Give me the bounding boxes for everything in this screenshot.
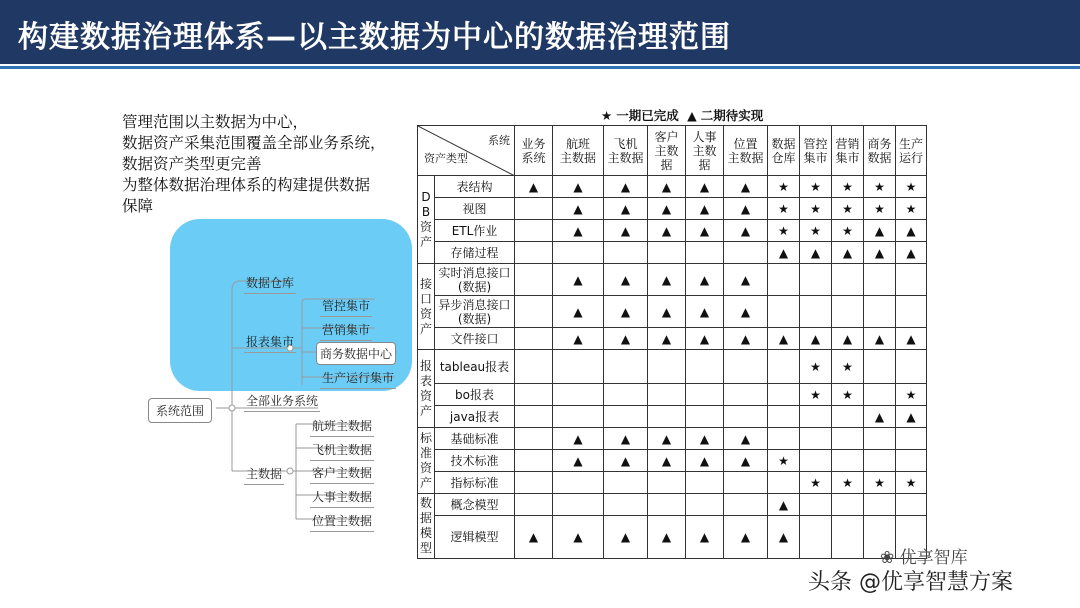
empty-cell [515,264,553,296]
star-icon: ★ [864,176,896,198]
asset-name: 文件接口 [435,328,515,350]
empty-cell [864,494,896,516]
empty-cell [768,384,800,406]
column-header [832,126,864,176]
column-header-line: 主数据 [607,150,644,165]
triangle-icon: ▲ [896,328,927,350]
empty-cell [896,296,927,328]
empty-cell [604,472,648,494]
empty-cell [648,472,686,494]
empty-cell [800,428,832,450]
page-title: 构建数据治理体系—以主数据为中心的数据治理范围 [18,20,731,55]
legend-phase1: 一期已完成 [616,108,679,123]
column-header-line: 生产 [898,136,923,151]
column-header-line: 位置 [733,136,758,151]
triangle-icon: ▲ [768,516,800,559]
table-row [418,472,927,494]
asset-name: ETL作业 [435,220,515,242]
star-icon: ★ [768,220,800,242]
empty-cell [648,242,686,264]
empty-cell [648,494,686,516]
empty-cell [515,450,553,472]
asset-name: java报表 [435,406,515,428]
empty-cell [515,242,553,264]
triangle-icon: ▲ [604,176,648,198]
table-row [418,198,927,220]
table-row [418,220,927,242]
table-row [418,406,927,428]
empty-cell [515,428,553,450]
empty-cell [832,428,864,450]
watermark-logo-text: 优享智库 [899,548,968,568]
triangle-icon: ▲ [687,108,697,123]
empty-cell [768,406,800,428]
empty-cell [768,296,800,328]
node-warehouse: 数据仓库 [244,274,296,294]
column-header-line: 商务 [867,136,892,151]
empty-cell [832,406,864,428]
star-icon: ★ [832,350,864,384]
empty-cell [800,450,832,472]
asset-matrix [417,125,927,559]
triangle-icon: ▲ [553,198,604,220]
empty-cell [724,472,768,494]
star-icon: ★ [896,198,927,220]
column-header-line: 数据 [867,150,892,165]
triangle-icon: ▲ [553,220,604,242]
node-root: 系统范围 [148,398,212,423]
triangle-icon: ▲ [724,198,768,220]
triangle-icon: ▲ [553,176,604,198]
empty-cell [724,406,768,428]
empty-cell [896,450,927,472]
column-header-line: 营销 [835,136,860,151]
empty-cell [686,472,724,494]
star-icon: ★ [800,384,832,406]
star-icon: ★ [768,450,800,472]
triangle-icon: ▲ [515,516,553,559]
table-row [418,350,927,384]
empty-cell [553,494,604,516]
triangle-icon: ▲ [648,450,686,472]
scope-mindmap [140,215,420,535]
legend-phase2: 二期待实现 [700,108,764,123]
triangle-icon: ▲ [864,242,896,264]
triangle-icon: ▲ [604,328,648,350]
empty-cell [515,350,553,384]
triangle-icon: ▲ [800,328,832,350]
star-icon: ★ [800,176,832,198]
column-header [768,126,800,176]
empty-cell [768,472,800,494]
column-header-line: 人事 [692,129,717,144]
description-line: 为整体数据治理体系的构建提供数据 [122,176,371,194]
node-mart: 管控集市 [320,297,372,317]
triangle-icon: ▲ [724,516,768,559]
empty-cell [515,494,553,516]
star-icon: ★ [896,176,927,198]
node-master-data: 主数据 [244,465,284,485]
table-row [418,384,927,406]
triangle-icon: ▲ [768,242,800,264]
empty-cell [896,350,927,384]
triangle-icon: ▲ [864,406,896,428]
column-header-line: 仓库 [771,150,796,165]
empty-cell [724,494,768,516]
description-line: 管理范围以主数据为中心， [122,113,309,131]
asset-name: 技术标准 [435,450,515,472]
triangle-icon: ▲ [553,264,604,296]
title-underline [0,66,1080,69]
triangle-icon: ▲ [896,242,927,264]
triangle-icon: ▲ [648,198,686,220]
column-header-line: 主数 [654,143,679,158]
table-row [418,176,927,198]
title-bar [0,0,1080,64]
empty-cell [553,242,604,264]
empty-cell [864,384,896,406]
empty-cell [832,450,864,472]
empty-cell [832,494,864,516]
asset-name: bo报表 [435,384,515,406]
column-header-line: 集市 [803,150,828,165]
triangle-icon: ▲ [604,198,648,220]
star-icon: ★ [832,472,864,494]
star-icon: ★ [832,384,864,406]
triangle-icon: ▲ [604,516,648,559]
legend [601,106,767,124]
table-row [418,264,927,296]
node-mart: 商务数据中心 [316,342,396,365]
description-line: 数据资产类型更完善 [122,155,262,173]
node-report-mart: 报表集市 [244,333,296,353]
table-corner [418,126,515,176]
empty-cell [768,264,800,296]
column-header [800,126,832,176]
triangle-icon: ▲ [553,296,604,328]
empty-cell [686,242,724,264]
node-mart: 生产运行集市 [320,369,396,389]
column-header-line: 主数据 [727,150,764,165]
triangle-icon: ▲ [648,176,686,198]
empty-cell [800,494,832,516]
empty-cell [768,350,800,384]
column-header-line: 主数据 [559,150,596,165]
triangle-icon: ▲ [686,428,724,450]
empty-cell [515,198,553,220]
node-master: 人事主数据 [310,488,374,508]
empty-cell [832,264,864,296]
empty-cell [648,384,686,406]
asset-name: 异步消息接口(数据) [435,296,515,328]
triangle-icon: ▲ [896,406,927,428]
triangle-icon: ▲ [686,296,724,328]
empty-cell [686,406,724,428]
empty-cell [864,428,896,450]
empty-cell [553,384,604,406]
star-icon: ★ [864,198,896,220]
column-header-line: 系统 [521,150,546,165]
asset-name: 基础标准 [435,428,515,450]
triangle-icon: ▲ [724,450,768,472]
empty-cell [768,428,800,450]
asset-name: 概念模型 [435,494,515,516]
empty-cell [604,384,648,406]
empty-cell [864,264,896,296]
asset-name: 表结构 [435,176,515,198]
column-header-line: 集市 [835,150,860,165]
star-icon: ★ [800,198,832,220]
triangle-icon: ▲ [768,494,800,516]
category-cell: 报表资产 [418,350,435,428]
column-header [686,126,724,176]
empty-cell [864,296,896,328]
star-icon: ★ [601,108,613,123]
empty-cell [800,516,832,559]
star-icon: ★ [864,472,896,494]
triangle-icon: ▲ [864,328,896,350]
star-icon: ★ [832,220,864,242]
triangle-icon: ▲ [553,328,604,350]
empty-cell [832,516,864,559]
description-line: 保障 [122,197,154,215]
empty-cell [553,350,604,384]
table-row [418,494,927,516]
empty-cell [515,472,553,494]
empty-cell [648,406,686,428]
triangle-icon: ▲ [896,220,927,242]
column-header-line: 客户 [654,129,679,144]
triangle-icon: ▲ [648,296,686,328]
triangle-icon: ▲ [648,264,686,296]
empty-cell [896,428,927,450]
corner-system-label: 系统 [488,134,510,147]
asset-name: 指标标准 [435,472,515,494]
triangle-icon: ▲ [686,450,724,472]
asset-name: 逻辑模型 [435,516,515,559]
column-header [515,126,553,176]
asset-name: tableau报表 [435,350,515,384]
empty-cell [686,494,724,516]
column-header-line: 管控 [803,136,828,151]
node-master: 航班主数据 [310,417,374,437]
column-header [604,126,648,176]
triangle-icon: ▲ [832,328,864,350]
star-icon: ★ [768,176,800,198]
watermark-logo: ❀ 优享智库 [880,548,968,568]
triangle-icon: ▲ [686,176,724,198]
triangle-icon: ▲ [686,198,724,220]
node-master: 客户主数据 [310,464,374,484]
column-header [648,126,686,176]
description-line: 数据资产采集范围覆盖全部业务系统， [122,134,386,152]
star-icon: ★ [800,472,832,494]
empty-cell [515,384,553,406]
triangle-icon: ▲ [724,296,768,328]
star-icon: ★ [800,350,832,384]
empty-cell [515,220,553,242]
empty-cell [515,296,553,328]
empty-cell [648,350,686,384]
empty-cell [604,406,648,428]
asset-name: 存储过程 [435,242,515,264]
category-cell: 接口资产 [418,264,435,350]
column-header-line: 据 [698,157,711,172]
category-cell: DB资产 [418,176,435,264]
triangle-icon: ▲ [553,428,604,450]
category-cell: 数据模型 [418,494,435,559]
empty-cell [800,264,832,296]
empty-cell [604,242,648,264]
empty-cell [724,384,768,406]
empty-cell [800,296,832,328]
node-master: 位置主数据 [310,512,374,532]
triangle-icon: ▲ [686,516,724,559]
empty-cell [604,350,648,384]
triangle-icon: ▲ [724,328,768,350]
triangle-icon: ▲ [724,264,768,296]
column-header-line: 运行 [898,150,923,165]
empty-cell [553,472,604,494]
triangle-icon: ▲ [800,242,832,264]
description [122,112,422,217]
column-header [896,126,927,176]
column-header [724,126,768,176]
empty-cell [864,350,896,384]
table-row [418,516,927,559]
star-icon: ★ [896,384,927,406]
column-header-line: 数据 [771,136,796,151]
triangle-icon: ▲ [604,264,648,296]
node-mart: 营销集市 [320,321,372,341]
triangle-icon: ▲ [724,428,768,450]
column-header-line: 据 [660,157,673,172]
empty-cell [515,406,553,428]
empty-cell [896,264,927,296]
table-row [418,242,927,264]
star-icon: ★ [800,220,832,242]
table-row [418,328,927,350]
triangle-icon: ▲ [724,220,768,242]
triangle-icon: ▲ [648,328,686,350]
column-header [553,126,604,176]
column-header-line: 航班 [565,136,590,151]
triangle-icon: ▲ [648,428,686,450]
empty-cell [604,494,648,516]
table-row [418,428,927,450]
empty-cell [686,384,724,406]
triangle-icon: ▲ [604,296,648,328]
triangle-icon: ▲ [604,450,648,472]
star-icon: ★ [832,176,864,198]
node-all-business: 全部业务系统 [244,392,320,412]
table-row [418,450,927,472]
empty-cell [515,328,553,350]
triangle-icon: ▲ [864,220,896,242]
category-cell: 标准资产 [418,428,435,494]
triangle-icon: ▲ [686,264,724,296]
empty-cell [724,242,768,264]
column-header [864,126,896,176]
column-header-line: 主数 [692,143,717,158]
triangle-icon: ▲ [686,328,724,350]
empty-cell [686,350,724,384]
corner-asset-label: 资产类型 [424,152,468,165]
column-header-line: 飞机 [613,136,638,151]
empty-cell [800,406,832,428]
triangle-icon: ▲ [648,516,686,559]
triangle-icon: ▲ [604,428,648,450]
asset-name: 实时消息接口(数据) [435,264,515,296]
empty-cell [896,494,927,516]
asset-name: 视图 [435,198,515,220]
star-icon: ★ [768,198,800,220]
triangle-icon: ▲ [515,176,553,198]
node-master: 飞机主数据 [310,441,374,461]
triangle-icon: ▲ [648,220,686,242]
triangle-icon: ▲ [553,450,604,472]
triangle-icon: ▲ [686,220,724,242]
empty-cell [724,350,768,384]
star-icon: ★ [832,198,864,220]
star-icon: ★ [896,472,927,494]
triangle-icon: ▲ [553,516,604,559]
empty-cell [864,450,896,472]
watermark: 头条 @优享智慧方案 [808,570,1013,595]
table-row [418,296,927,328]
empty-cell [553,406,604,428]
triangle-icon: ▲ [604,220,648,242]
triangle-icon: ▲ [832,242,864,264]
empty-cell [832,296,864,328]
column-header-line: 业务 [521,136,546,151]
triangle-icon: ▲ [768,328,800,350]
triangle-icon: ▲ [724,176,768,198]
